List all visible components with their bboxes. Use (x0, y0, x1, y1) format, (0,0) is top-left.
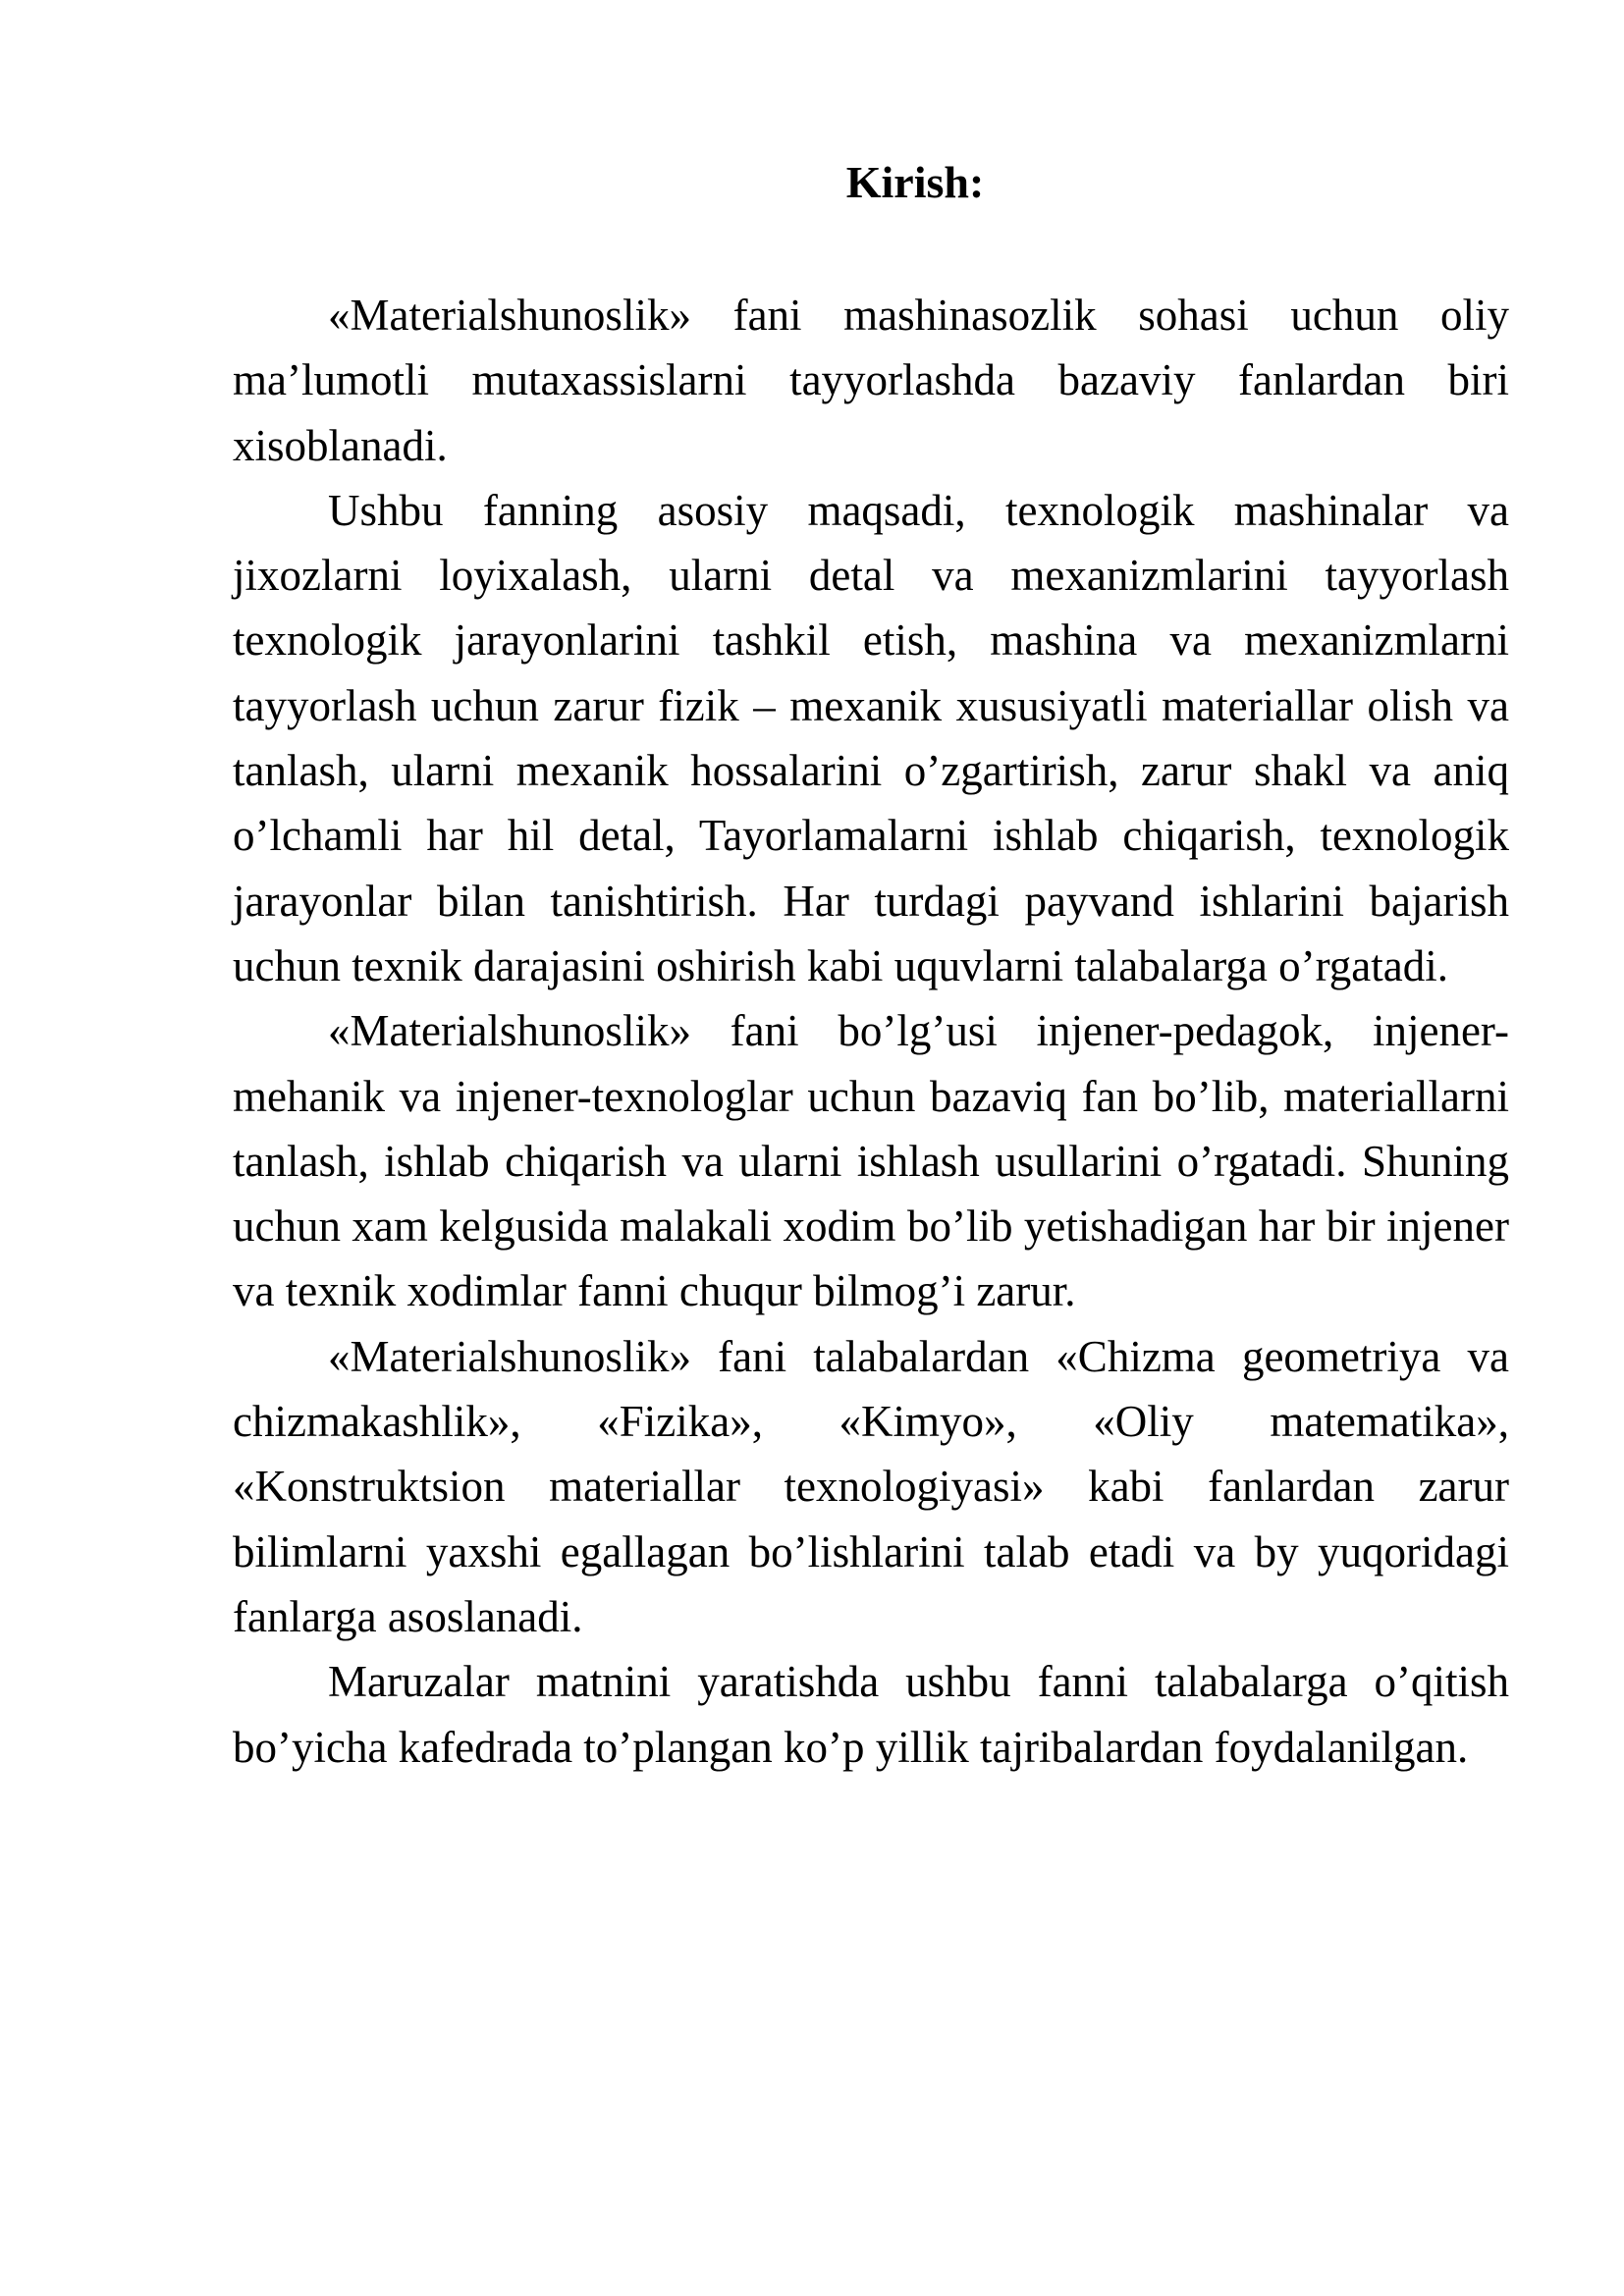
paragraph-4: «Materialshunoslik» fani talabalardan «Chizma geometriya va chizmakashlik», «Fizika», «Kimyo», «Oliy matematika», «Konstruktsion materiallar texnologiyasi» kabi fanlardan zarur bilimlarni yaxshi egallagan bo’lishlarini talab etadi va by yuqoridagi fanlarga asoslanadi. (233, 1331, 1509, 1641)
paragraph-5: Maruzalar matnini yaratishda ushbu fanni talabalarga o’qitish bo’yicha kafedrada to’plangan ko’p yillik tajribalardan foydalanilgan. (233, 1657, 1509, 1772)
body-text (233, 283, 1509, 1780)
paragraph-2: Ushbu fanning asosiy maqsadi, texnologik mashinalar va jixozlarni loyixalash, ularni detal va mexanizmlarini tayyorlash texnologik jarayonlarini tashkil etish, mashina va mexanizmlarni tayyorlash uchun zarur fizik – mexanik xususiyatli materiallar olish va tanlash, ularni mexanik hossalarini o’zgartirish, zarur shakl va aniq o’lchamli har hil detal, Tayorlamalarni ishlab chiqarish, texnologik jarayonlar bilan tanishtirish. Har turdagi payvand ishlarini bajarish uchun texnik darajasini oshirish kabi uquvlarni talabalarga o’rgatadi. (233, 485, 1509, 990)
paragraph-1: «Materialshunoslik» fani mashinasozlik sohasi uchun oliy ma’lumotli mutaxassislarni tayyorlashda bazaviy fanlardan biri xisoblanadi. (233, 291, 1509, 470)
page-title: Kirish: (845, 157, 985, 207)
paragraph-3: «Materialshunoslik» fani bo’lg’usi injener-pedagok, injener-mehanik va injener-texnologlar uchun bazaviq fan bo’lib, materiallarni tanlash, ishlab chiqarish va ularni ishlash usullarini o’rgatadi. Shuning uchun xam kelgusida malakali xodim bo’lib yetishadigan har bir injener va texnik xodimlar fanni chuqur bilmog’i zarur. (233, 1006, 1509, 1316)
